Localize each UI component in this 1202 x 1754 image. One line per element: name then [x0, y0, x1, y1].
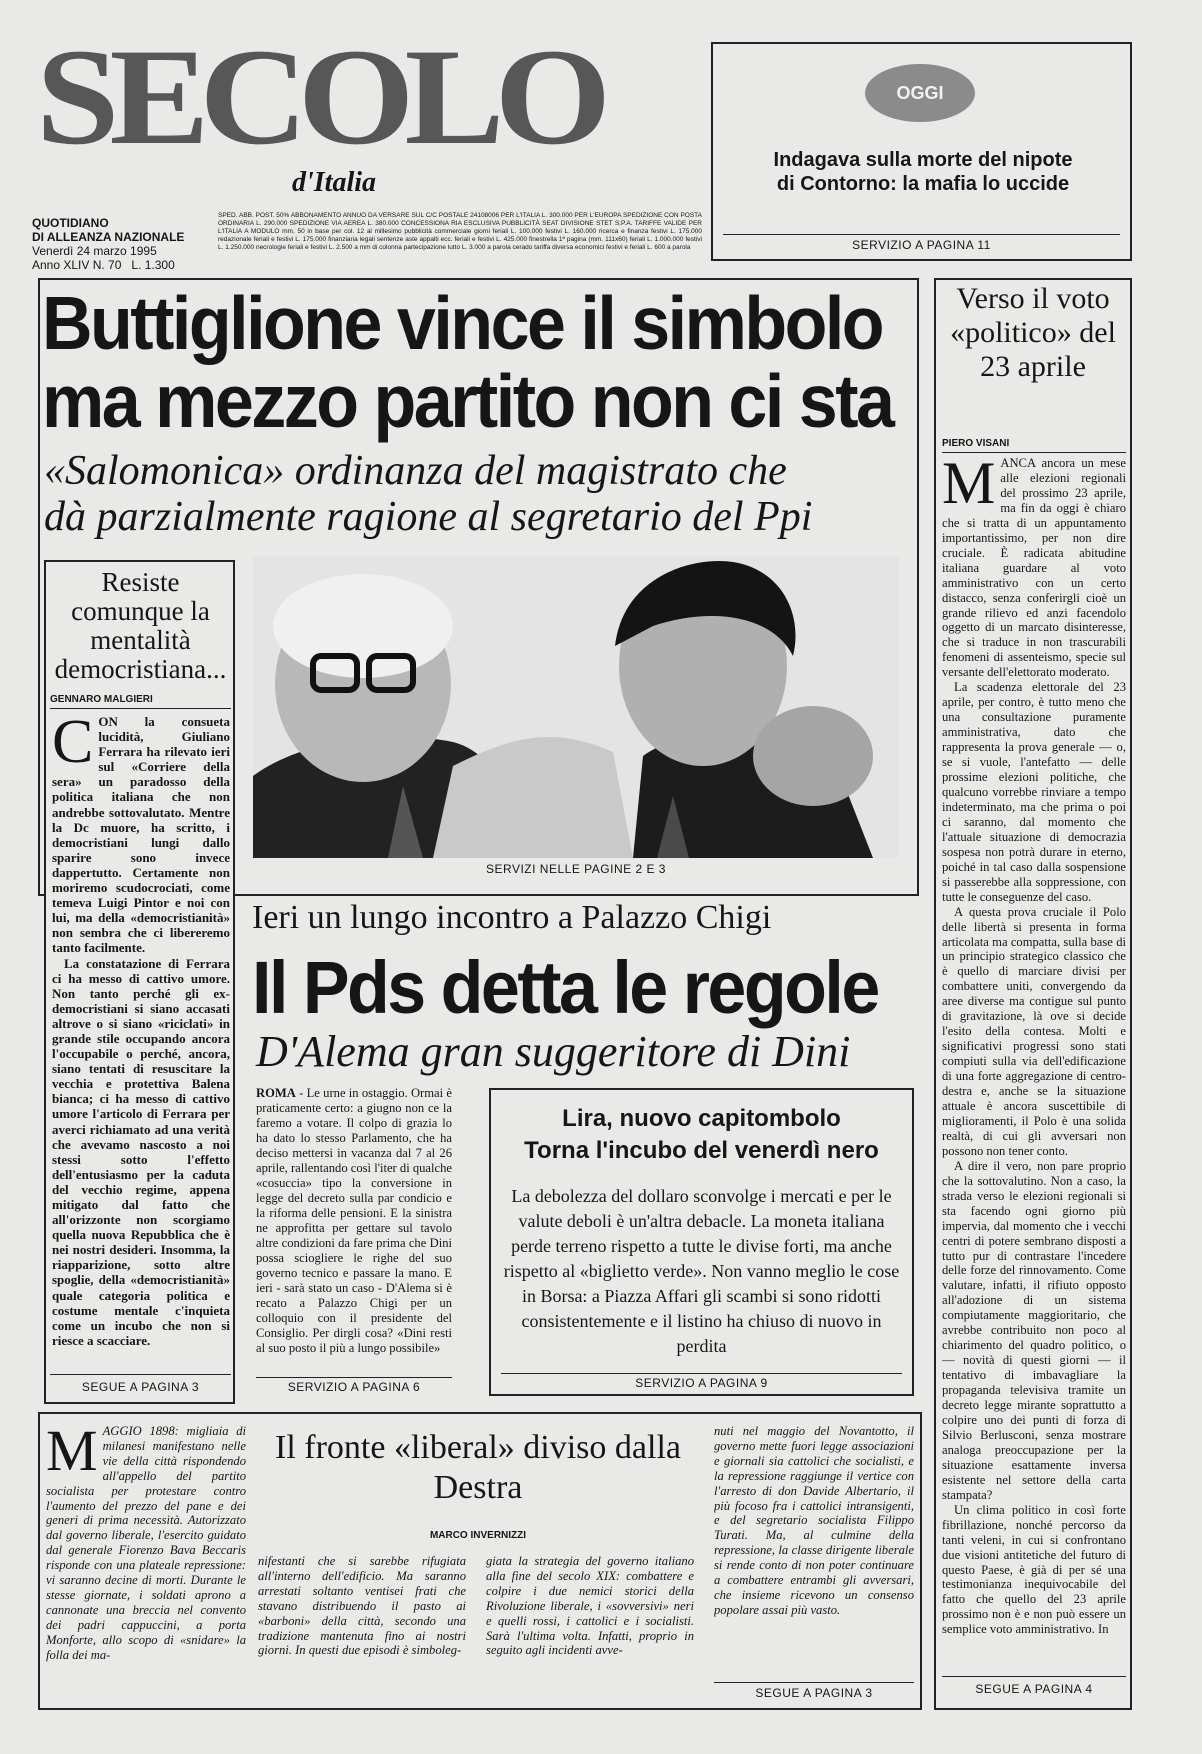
lira-body: La debolezza del dollaro sconvolge i mercati e per le valute deboli è un'altra debacle. La moneta italiana perde terreno rispetto a tutte le divise forti, ma anche rispetto al «biglietto verde». Non vanno meglio le cose in Borsa: a Piazza Affari gli scambi si sono ridotti consistentemente e il listino ha chiuso di nuovo in perdita: [503, 1186, 900, 1356]
liberal-col1-text: AGGIO 1898: migliaia di milanesi manifestano nelle vie della città rispondendo all'appello del partito socialista per protestare contro l'aumento del prezzo del pane e dei generi di prima necessità. Autorizzato dal governo liberale, l'esercito guidato dal generale Fiorenzo Bava Beccaris risponde con una plateale repressione: vi saranno decine di morti. Durante le stesse giornate, i soldati aprono a cannonate una breccia nel convento dei padri cappuccini, a porta Monforte, allo scopo di «snidare» la folla dei ma-: [46, 1424, 246, 1662]
masthead-date: Venerdì 24 marzo 1995: [32, 244, 157, 258]
voto-body-5: Un clima politico in così forte fibrillazione, nonché percorso da tanti veleni, in cui si confrontano due visioni antitetiche del futuro di questo Paese, è già di per sé una testimonianza inequivocabile del fatto che quello del 23 aprile prossimo non è e non può essere un semplice voto amministrativo. In: [942, 1502, 1126, 1637]
pds-deck: D'Alema gran suggeritore di Dini: [256, 1027, 851, 1076]
voto-body-1: ANCA ancora un mese alle elezioni regionali del prossimo 23 aprile, ma fin da oggi è chiaro che si tratta di un appuntamento importantissimo, per non dire cruciale. È radicata abitudine italiana guardare al voto amministrativo con un certo distacco, senza conferirgli cioè un grande rilievo ed anzi facendolo oggetto di un marcato disinteresse, che si traduce in non trascurabili fenomeni di assenteismo, specie sul versante dell'elettorato moderato.: [942, 456, 1126, 680]
liberal-col-2: nifestanti che si sarebbe rifugiata all'interno dell'edificio. Ma saranno arrestati soltanto ventisei frati che stavano distribuendo il pasto ai «barboni» della città, secondo una tradizione mantenuta fino ai nostri giorni. In questi due episodi è simboleg-: [258, 1554, 466, 1658]
voto-text: [942, 456, 1126, 1666]
oggi-box: [711, 42, 1132, 261]
voto-dropcap: M: [942, 456, 996, 516]
liberal-dropcap: M: [46, 1424, 98, 1483]
masthead-title: SECOLO: [36, 20, 602, 174]
masthead-issue: Anno XLIV N. 70 L. 1.300: [32, 258, 175, 272]
editorial-box: [44, 560, 235, 1404]
masthead-fine-print: SPED. ABB. POST. 50% ABBONAMENTO ANNUO DA VERSARE SUL C/C POSTALE 24108006 PER L'ITALIA L. 300.000 PER L'EUROPA SPEDIZIONE CON POSTA ORDINARIA L. 290.000 SPEDIZIONE VIA AEREA L. 380.000 CONCESSIONA RIA ESCLUSIVA PUBBLICITÀ SEAT DIVISIONE STET S.P.A. TARIFFE VALIDE PER L'ITALIA A MODULO mm. 50 in base per col. 12 al millesimo pubblicità commerciale giorni feriali L. 100.000 festivi L. 160.000 ricerca e finanza festivi L. 175.000 redazionale feriali e festivi L. 175.000 finanziaria legali sentenze aste appalti ecc. feriali e festivi L. 425.000 finestrella 1ª pagina (mm. 111x60) feriali L. 1.000.000 festivi L. 1.250.000 necrologie feriali e festivi L. 2.500 a mm di colonna partecipazione lutto L. 3.000 a parola cerado tariffa diversa economici festivi e feriali L. 600 a parola: [218, 212, 702, 252]
voto-body-3: A questa prova cruciale il Polo delle libertà si presenta in forma articolata ma compatta, sulla base di un principio strategico classico che è quello di marciare divisi per combattere uniti, convergendo da aree diverse ma contigue sul punto di gravitazione, là ove si decide l'esito della contesa. Molti e significativi progressi sono stati compiuti sulla via dell'edificazione di una forte aggregazione di centro-destra e, anche se la situazione attuale è ancora suscettibile di miglioramenti, il Polo è una solida realtà, di cui gli avversari non possono non tener conto.: [942, 904, 1126, 1158]
lira-headline-2: Torna l'incubo del venerdì nero: [524, 1137, 879, 1164]
main-photo: [253, 556, 899, 858]
main-headline-2: ma mezzo partito non ci sta: [42, 359, 893, 444]
main-headline-1: Buttiglione vince il simbolo: [42, 281, 883, 366]
voto-title: Verso il voto «politico» del 23 aprile: [950, 282, 1116, 383]
lira-ref: SERVIZIO A PAGINA 9: [635, 1376, 768, 1390]
voto-divider: [942, 452, 1126, 453]
masthead-tagline-2: DI ALLEANZA NAZIONALE: [32, 230, 185, 244]
masthead-tagline-1: QUOTIDIANO: [32, 216, 109, 230]
editorial-body: La constatazione di Ferrara ci ha messo di cattivo umore. Non tanto perché gli ex-democristiani si siano accasati altrove o si siano «riciclati» in grande stile occupando ancora l'occupabile o perché, ancora, siano tentati di resuscitare la vecchia e protettiva Balena bianca; ci ha messo di cattivo umore l'articolo di Ferrara per averci richiamato ad una verità che avevamo nascosto a noi stessi sotto l'effetto dell'entusiasmo per la caduta del vecchio regime, appena mitigato dal fatto che all'orizzonte non scorgiamo quella nuova Repubblica che è nei nostri desideri. Insomma, la riapparizione, sotto altre spoglie, della «democristianità» quale categoria politica e costume mentale c'inquieta come un incubo che non si riesce a scacciare.: [52, 955, 230, 1348]
voto-ref-divider: [942, 1676, 1126, 1677]
editorial-text: [52, 714, 230, 1364]
editorial-ref: SEGUE A PAGINA 3: [81, 1380, 200, 1394]
masthead: [30, 20, 702, 272]
voto-ref: SEGUE A PAGINA 4: [975, 1682, 1093, 1696]
lira-box: [489, 1088, 914, 1396]
liberal-author: MARCO INVERNIZZI: [429, 1530, 527, 1541]
main-photo-caption: SERVIZI NELLE PAGINE 2 E 3: [486, 862, 666, 876]
pds-text: [256, 1086, 452, 1366]
editorial-divider: [50, 708, 231, 709]
main-deck: «Salomonica» ordinanza del magistrato che dà parzialmente ragione al segretario del Ppi: [44, 448, 813, 540]
oggi-divider: [723, 234, 1120, 235]
pds-ref-divider: [256, 1377, 452, 1378]
liberal-col-4: nuti nel maggio del Novantotto, il governo mette fuori legge associazioni e giornali sia cattolici che socialisti, e la repressione raggiunge il vertice con l'arresto di don Davide Albertario, il più focoso fra i cattolici intransigenti, e del segretario socialista Filippo Turati. Ma, al culmine della repressione, la classe dirigente liberale si rende conto di non poter continuare a combattere entrambi gli avversari, che insieme ricevono un consenso popolare assai più vasto.: [714, 1424, 914, 1617]
oggi-badge: OGGI: [865, 64, 975, 122]
liberal-ref: SEGUE A PAGINA 3: [755, 1686, 873, 1700]
pds-ref: SERVIZIO A PAGINA 6: [287, 1380, 421, 1394]
oggi-ref: SERVIZIO A PAGINA 11: [852, 238, 991, 252]
photo-illustration: [253, 556, 899, 858]
editorial-ref-divider: [50, 1374, 231, 1375]
editorial-dropcap: C: [52, 714, 94, 776]
liberal-title: Il fronte «liberal» diviso dalla Destra: [275, 1429, 681, 1506]
pds-kicker: Ieri un lungo incontro a Palazzo Chigi: [252, 899, 772, 936]
oggi-headline: Indagava sulla morte del nipote di Contorno: la mafia lo uccide: [773, 149, 1073, 195]
editorial-title: Resiste comunque la mentalità democristiana...: [54, 567, 227, 684]
liberal-box: [38, 1412, 922, 1710]
voto-author: PIERO VISANI: [942, 438, 1010, 449]
liberal-ref-divider: [714, 1682, 914, 1683]
lira-ref-divider: [501, 1373, 902, 1374]
masthead-subtitle: d'Italia: [292, 167, 377, 198]
voto-body-2: La scadenza elettorale del 23 aprile, per contro, è tutto meno che una consultazione puramente amministrativa, dato che rappresenta la prova generale — o, se si vuole, l'antefatto — delle prossime elezioni politiche, che qualcuno vorrebbe rinviare a tempo indeterminato, ma che prima o poi ci saranno, dal momento che l'attuale situazione di democrazia sospesa non potrà durare in eterno, poiché in tal caso dalla sospensione si passerebbe alla soppressione, con tutte le conseguenze del caso.: [942, 680, 1126, 904]
editorial-author: GENNARO MALGIERI: [50, 694, 153, 705]
pds-dateline: ROMA: [256, 1086, 296, 1100]
voto-body-4: A dire il vero, non pare proprio che la sottovalutino. Non a caso, la strada verso le elezioni regionali si sta facendo ogni giorno più impervia, dal momento che i vecchi centri di potere sembrano disposti a tutto pur di contrastare l'incedere delle forze del rinnovamento. Come valutare, infatti, il rifiuto opposto all'adozione di un sistema compiutamente maggioritario, che avrebbe contribuito non poco al chiarimento del quadro politico, o — novità di questi giorni — il tentativo di imbavagliare la propaganda televisiva tramite un decreto legge mirante soprattutto a colpire uno dei punti di forza di Silvio Berlusconi, senza mostrare analoga preoccupazione per la situazione esattamente inversa esistente nel settore della carta stampata?: [942, 1158, 1126, 1502]
voto-box: [934, 278, 1132, 1710]
lira-headline-1: Lira, nuovo capitombolo: [562, 1105, 841, 1132]
pds-body: - Le urne in ostaggio. Ormai è praticamente certo: a giugno non ce la faremo a votare. Il colpo di grazia lo ha dato lo stesso Parlamento, che ha deciso mettersi in vacanza dal 7 al 26 aprile, rallentando così l'iter di qualche «cosuccia» tipo la conversione in legge del decreto sulla par condicio e la riforma delle pensioni. E la sinistra ne approfitta per gettare sul tavolo altre condizioni da fare prima che Dini possa sciogliere le righe del suo governo tecnico e passare la mano. E ieri - sarà stato un caso - D'Alema si è recato a Palazzo Chigi per un colloquio con il presidente del Consiglio. Per dirgli cosa? «Dini resti al suo posto il più a lungo possibile»: [256, 1086, 452, 1355]
pds-headline: Il Pds detta le regole: [252, 946, 878, 1029]
editorial-lead: ON la consueta lucidità, Giuliano Ferrara ha rilevato ieri sul «Corriere della sera» un paradosso della politica italiana che non andrebbe sottovalutato. Mentre la Dc muore, ha scritto, i democristiani lungi dallo sparire sono invece dappertutto. Certamente non moriremo scudocrociati, come temeva Luigi Pintor e noi con lui, ma della «democristianità» non sembra che ci libereremo tanto facilmente.: [52, 714, 230, 956]
liberal-col-3: giata la strategia del governo italiano alla fine del secolo XIX: combattere e colpire i due nemici storici della Rivoluzione liberale, i «sovversivi» neri e quelli rossi, i cattolici e i socialisti. Sarà l'ultima volta. Infatti, proprio in seguito agli incidenti avve-: [486, 1554, 694, 1658]
liberal-col-1: [46, 1424, 246, 1702]
